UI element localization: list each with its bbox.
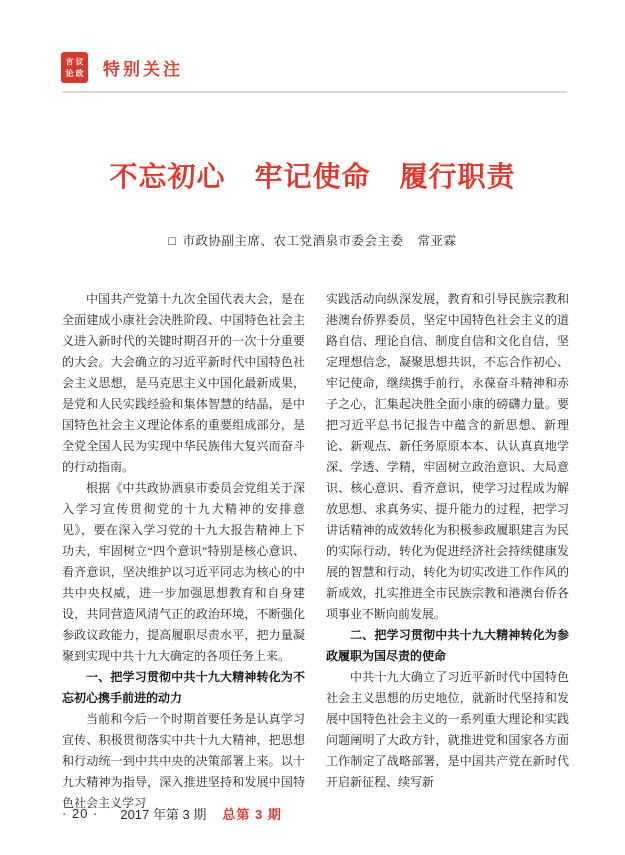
section-heading: 二、把学习贯彻中共十九大精神转化为参政履职为国尽责的使命 bbox=[326, 628, 569, 663]
paragraph: 根据《中共政协酒泉市委员会党组关于深入学习宣传贯彻党的十九大精神的安排意见》，要在深入学习党的十九大报告精神上下功夫，牢固树立“四个意识”特别是核心意识、看齐意识，坚决维护以习近平同志为核心的中共中央权威，进一步加强思想教育和自身建设，共同营造风清气正的政治环境，不断强化参政议政能力，提高履职尽责水平，把力量凝聚到实现中共十九大确定的各项任务上来。 bbox=[62, 481, 305, 663]
paragraph: 当前和今后一个时期首要任务是认真学习宣传、积极贯彻落实中共十九大精神，把思想和行动统一到中共中央的决策部署上来。以十九大精神为指导，深入推进坚持和发展中国特色社会主义学习 bbox=[62, 712, 305, 810]
section-heading: 一、把学习贯彻中共十九大精神转化为不忘初心携手前进的动力 bbox=[62, 670, 305, 705]
byline-role: 市政协副主席、农工党酒泉市委会主委 bbox=[182, 234, 404, 248]
byline-marker: □ bbox=[168, 234, 177, 248]
page-number: · 20 · bbox=[62, 806, 99, 821]
article-title: 不忘初心 牢记使命 履行职责 bbox=[109, 161, 516, 192]
header-divider bbox=[62, 91, 567, 93]
paragraph: 中共十九大确立了习近平新时代中国特色社会主义思想的历史地位，就新时代坚持和发展中国特色社会主义的一系列重大理论和实践问题阐明了大政方针，就推进党和国家各方面工作制定了战略部署，是中国共产党在新时代开启新征程、续写新 bbox=[326, 670, 569, 789]
red-seal-icon bbox=[62, 53, 87, 82]
seal-column-right bbox=[75, 57, 84, 79]
issue-label: 2017 年第 3 期 bbox=[120, 807, 207, 822]
page-header bbox=[62, 53, 183, 82]
seal-char: 议 bbox=[75, 57, 84, 67]
article-body bbox=[62, 289, 569, 814]
byline bbox=[0, 231, 625, 249]
seal-char: 政 bbox=[75, 68, 84, 78]
right-column bbox=[326, 289, 569, 814]
seal-column-left bbox=[65, 57, 74, 79]
byline-author: 常亚霖 bbox=[417, 234, 457, 248]
left-column bbox=[62, 289, 305, 814]
cumulative-issue-badge: 总第 3 期 bbox=[222, 807, 282, 822]
seal-char: 论 bbox=[65, 68, 74, 78]
page-footer bbox=[62, 804, 282, 823]
seal-char: 言 bbox=[65, 57, 74, 67]
paragraph: 中国共产党第十九次全国代表大会，是在全面建成小康社会决胜阶段、中国特色社会主义进入新时代的关键时期召开的一次十分重要的大会。大会确立的习近平新时代中国特色社会主义思想，是马克思主义中国化最新成果，是党和人民实践经验和集体智慧的结晶，是中国特色社会主义理论体系的重要组成部分，是全党全国人民为实现中华民族伟大复兴而奋斗的行动指南。 bbox=[62, 292, 305, 474]
section-title: 特别关注 bbox=[103, 60, 183, 79]
paragraph-continuation: 实践活动向纵深发展，教育和引导民族宗教和港澳台侨界委员，坚定中国特色社会主义的道路自信、理论自信、制度自信和文化自信，坚定理想信念，凝聚思想共识，不忘合作初心、牢记使命，继续携手前行，永葆奋斗精神和赤子之心，汇集起决胜全面小康的磅礴力量。要把习近平总书记报告中蕴含的新思想、新理论、新观点、新任务原原本本、认认真真地学深、学透、学精，牢固树立政治意识、大局意识、核心意识、看齐意识，使学习过程成为解放思想、求真务实、提升能力的过程，把学习讲话精神的成效转化为积极参政履职建言为民的实际行动，转化为促进经济社会持续健康发展的智慧和行动，转化为切实改进工作作风的新成效，扎实推进全市民族宗教和港澳台侨各项事业不断向前发展。 bbox=[326, 292, 569, 621]
